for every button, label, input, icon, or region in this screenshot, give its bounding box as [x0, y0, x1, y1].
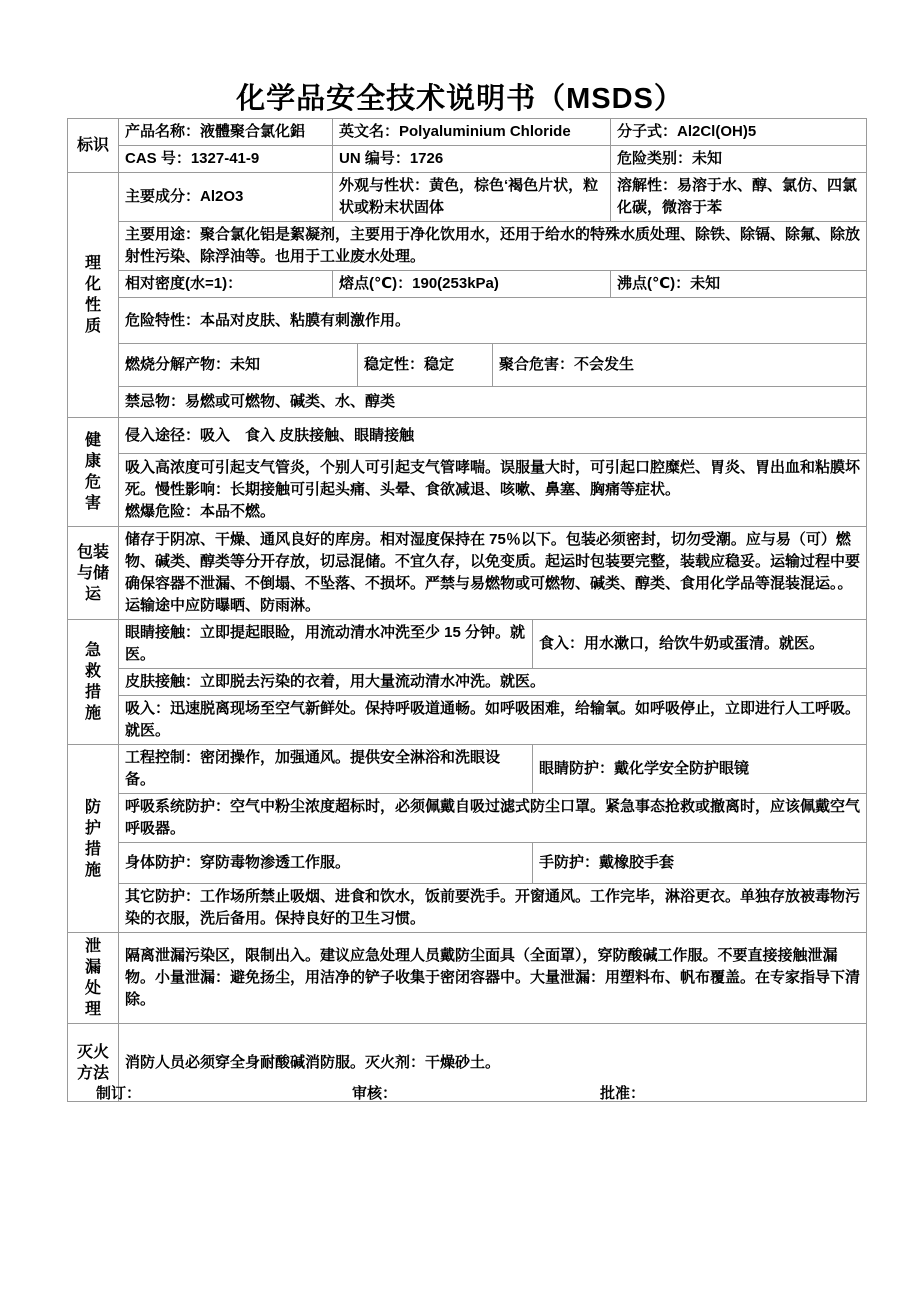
section-physical-properties: [68, 172, 866, 417]
table-row: [119, 343, 866, 386]
hazard-class-cell: 危险类别：未知: [610, 146, 866, 172]
respiratory-protection-cell: 呼吸系统防护：空气中粉尘浓度超标时，必须佩戴自吸过滤式防尘口罩。紧急事态抢救或撤离时，应该佩戴空气呼吸器。: [125, 798, 861, 837]
reviewed-by-label: 审核：: [352, 1085, 398, 1102]
exposure-routes-cell: 侵入途径：吸入 食入 皮肤接触、眼睛接触: [125, 426, 415, 444]
product-name-cell: 产品名称：液體聚合氯化鋁: [125, 123, 306, 140]
table-row: [119, 418, 866, 453]
table-row: [119, 842, 866, 883]
combustion-products-cell: 燃烧分解产物：未知: [125, 356, 261, 373]
body-protection-cell: 身体防护：穿防毒物渗透工作服。: [125, 854, 351, 871]
health-effects-text: 吸入高浓度可引起支气管炎，个别人可引起支气管哮喘。误服量大时，可引起口腔糜烂、胃炎、胃出血和粘膜坏死。慢性影响：长期接触可引起头痛、头晕、食欲减退、咳嗽、鼻塞、胸痛等症状。: [125, 459, 861, 498]
table-row: [119, 620, 866, 668]
section-first-aid: [68, 619, 866, 744]
fire-fighting-cell: 消防人员必须穿全身耐酸碱消防服。灭火剂：干燥砂土。: [125, 1053, 501, 1071]
hand-protection-cell: 手防护：戴橡胶手套: [532, 843, 866, 883]
table-row: [119, 1024, 866, 1101]
section-label-packing: 包装与储运: [68, 527, 119, 619]
section-label-health: 健康危害: [68, 418, 119, 526]
section-protection: [68, 744, 866, 932]
made-by-label: 制订：: [96, 1085, 142, 1102]
section-health-hazards: [68, 417, 866, 526]
table-row: [119, 527, 866, 619]
ingestion-cell: 食入：用水漱口，给饮牛奶或蛋清。就医。: [532, 620, 866, 668]
table-row: [119, 297, 866, 343]
incompatibilities-cell: 禁忌物：易燃或可燃物、碱类、水、醇类: [125, 393, 396, 410]
skin-contact-cell: 皮肤接触：立即脱去污染的衣着，用大量流动清水冲洗。就医。: [125, 673, 546, 690]
section-identification: [68, 119, 866, 172]
table-row: [119, 145, 866, 172]
msds-table: [67, 118, 867, 1102]
health-effects-cell: [119, 454, 866, 526]
hazard-characteristics-cell: 危险特性：本品对皮肤、粘膜有刺激作用。: [125, 311, 411, 329]
main-use-cell: 主要用途：聚合氯化铝是絮凝剂，主要用于净化饮用水，还用于给水的特殊水质处理、除铁、除镉、除氟、除放射性污染、除浮油等。也用于工业废水处理。: [125, 226, 861, 265]
explosion-risk-text: 燃爆危险：本品不燃。: [125, 503, 276, 520]
melting-point-cell: 熔点(℃)：190(253kPa): [332, 271, 610, 297]
un-number-cell: UN 编号：1726: [332, 146, 610, 172]
leak-handling-cell: 隔离泄漏污染区，限制出入。建议应急处理人员戴防尘面具（全面罩），穿防酸碱工作服。不要直接接触泄漏物。小量泄漏：避免扬尘，用洁净的铲子收集于密闭容器中。大量泄漏：用塑料布、帆布覆盖。在专家指导下清除。: [125, 947, 861, 1008]
page-title: 化学品安全技术说明书（MSDS）: [236, 83, 684, 115]
main-component-cell: 主要成分：Al2O3: [125, 188, 244, 205]
section-leak-handling: [68, 932, 866, 1023]
eye-protection-cell: 眼睛防护：戴化学安全防护眼镜: [532, 745, 866, 793]
boiling-point-cell: 沸点(℃)：未知: [610, 271, 866, 297]
table-row: [119, 745, 866, 793]
other-protection-cell: 其它防护：工作场所禁止吸烟、进食和饮水，饭前要洗手。开窗通风。工作完毕，淋浴更衣。单独存放被毒物污染的衣服，洗后备用。保持良好的卫生习惯。: [125, 888, 861, 927]
table-row: [119, 221, 866, 270]
section-fire-fighting: [68, 1023, 866, 1101]
inhalation-cell: 吸入：迅速脱离现场至空气新鲜处。保持呼吸道通畅。如呼吸困难，给输氧。如呼吸停止，立即进行人工呼吸。就医。: [125, 700, 861, 739]
table-row: [119, 933, 866, 1023]
table-row: [119, 695, 866, 744]
section-label-physical: 理化性质: [68, 173, 119, 417]
section-label-first-aid: 急救措施: [68, 620, 119, 744]
appearance-cell: 外观与性状：黄色，棕色‘褐色片状，粒状或粉末状固体: [332, 173, 610, 221]
table-row: [119, 173, 866, 221]
approved-by-label: 批准：: [600, 1085, 646, 1102]
section-label-protection: 防护措施: [68, 745, 119, 932]
packing-storage-cell: 储存于阴凉、干燥、通风良好的库房。相对湿度保持在 75％以下。包装必须密封，切勿受潮。应与易（可）燃物、碱类、醇类等分开存放，切忌混储。不宜久存，以免变质。起运时包装要完整，装载应稳妥。运输过程中要确保容器不泄漏、不倒塌、不坠落、不损坏。严禁与易燃物或可燃物、碱类、醇类、食用化学品等混装混运。。运输途中应防曝晒、防雨淋。: [125, 531, 861, 614]
cas-number-cell: CAS 号：1327-41-9: [125, 150, 260, 167]
table-row: [119, 386, 866, 417]
table-row: [119, 119, 866, 145]
section-label-identification: 标识: [68, 119, 119, 172]
solubility-cell: 溶解性：易溶于水、醇、氯仿、四氯化碳，微溶于苯: [610, 173, 866, 221]
relative-density-cell: 相对密度(水=1)：: [125, 275, 243, 292]
engineering-control-cell: 工程控制：密闭操作，加强通风。提供安全淋浴和洗眼设备。: [125, 749, 501, 788]
formula-cell: 分子式：Al2Cl(OH)5: [610, 119, 866, 145]
table-row: [119, 668, 866, 695]
section-label-fire: 灭火方法: [68, 1024, 119, 1101]
section-label-leak: 泄漏处理: [68, 933, 119, 1023]
table-row: [119, 453, 866, 526]
stability-cell: 稳定性：稳定: [357, 344, 492, 386]
eye-contact-cell: 眼睛接触：立即提起眼睑，用流动清水冲洗至少 15 分钟。就医。: [125, 624, 526, 663]
polymerization-hazard-cell: 聚合危害：不会发生: [492, 344, 866, 386]
table-row: [119, 793, 866, 842]
table-row: [119, 883, 866, 932]
english-name-cell: 英文名：Polyaluminium Chloride: [332, 119, 610, 145]
section-packing-storage: [68, 526, 866, 619]
table-row: [119, 270, 866, 297]
